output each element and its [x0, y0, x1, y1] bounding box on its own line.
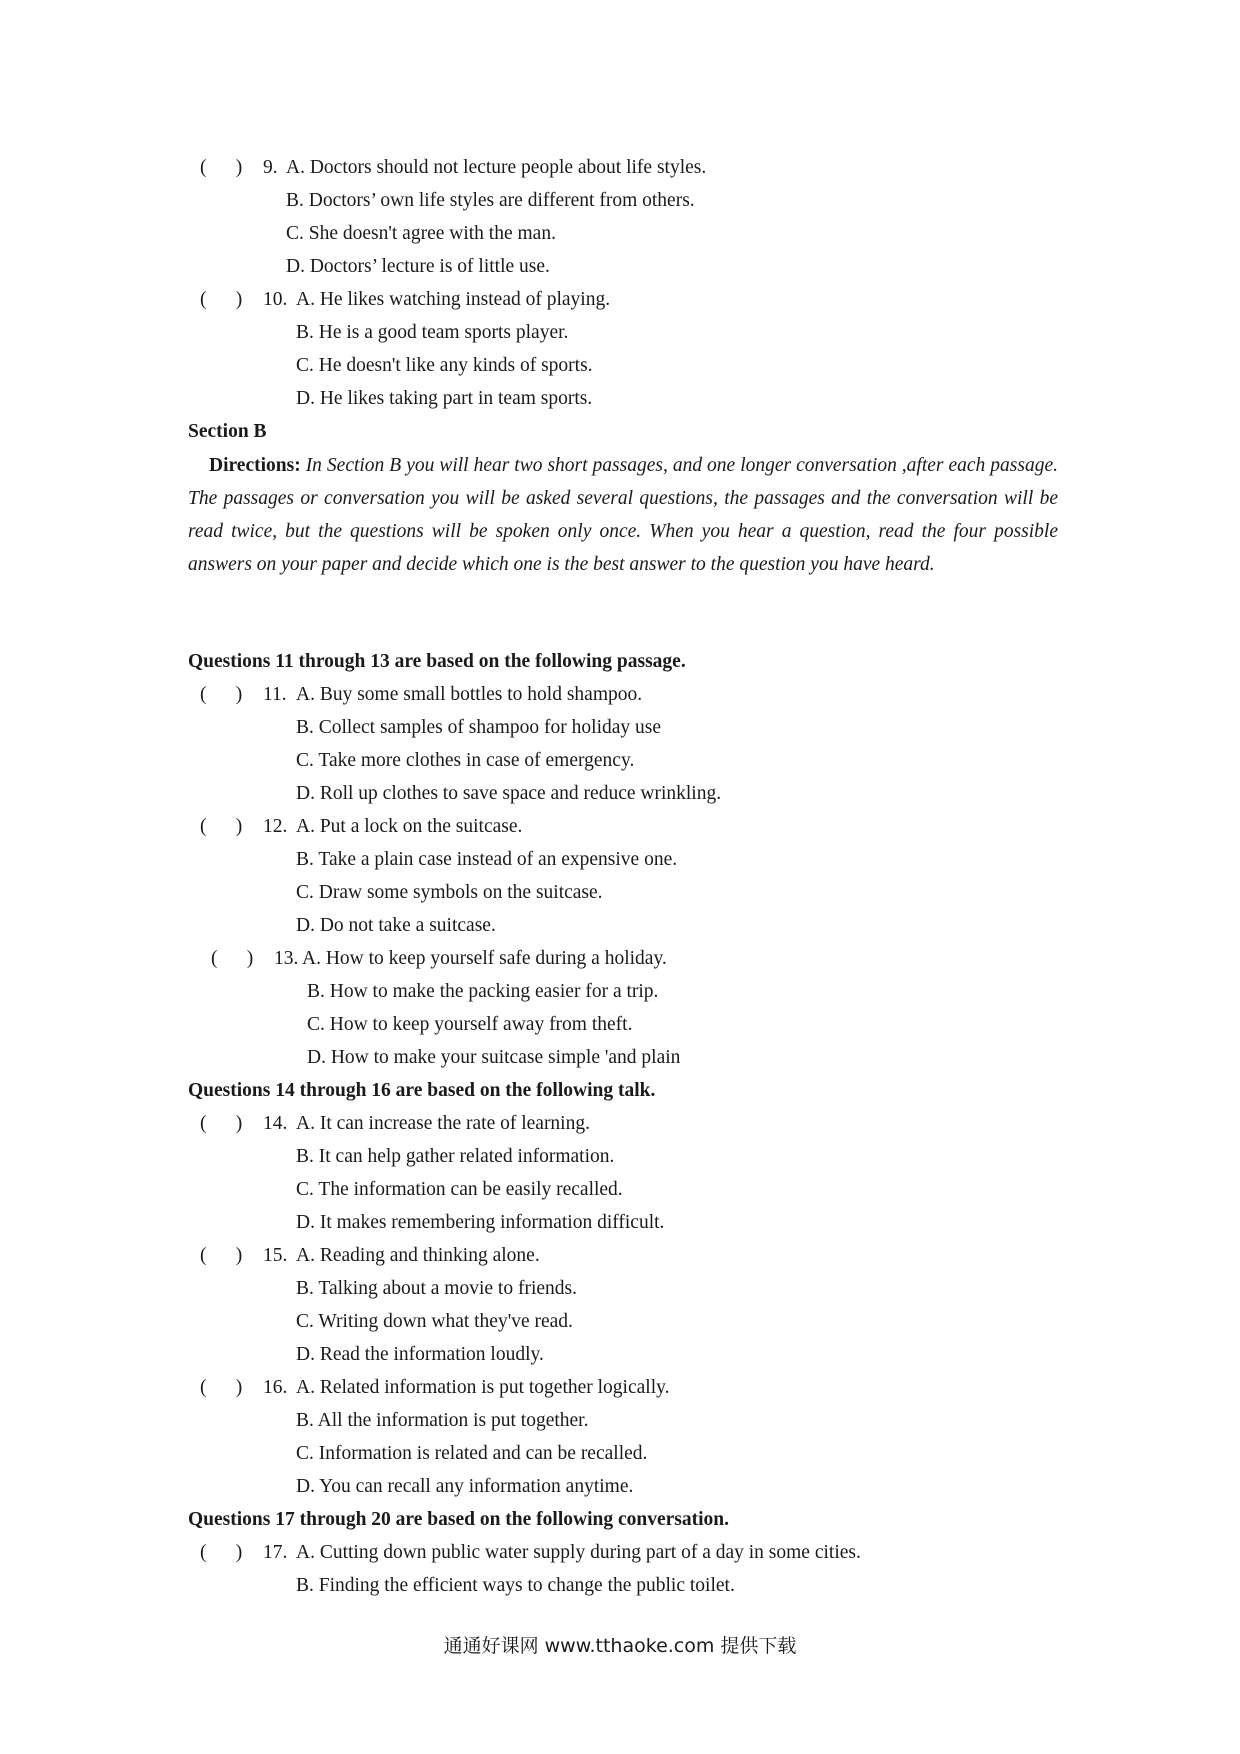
answer-blank[interactable]: ( )	[200, 684, 243, 705]
option-b: B. Doctors’ own life styles are different from others.	[286, 190, 695, 211]
answer-blank[interactable]: ( )	[200, 157, 243, 178]
directions-label: Directions:	[209, 455, 301, 476]
option-b: B. Take a plain case instead of an expensive one.	[296, 849, 678, 870]
option-a: A. Put a lock on the suitcase.	[296, 816, 523, 837]
group-heading: Questions 17 through 20 are based on the following conversation.	[188, 1509, 729, 1530]
option-b: B. It can help gather related information.	[296, 1146, 615, 1167]
question-number: 13.	[274, 948, 299, 969]
answer-blank[interactable]: ( )	[200, 1377, 243, 1398]
option-b: B. How to make the packing easier for a trip.	[307, 981, 659, 1002]
option-b: B. He is a good team sports player.	[296, 322, 569, 343]
option-c: C. The information can be easily recalled.	[296, 1179, 623, 1200]
question-number: 12.	[263, 816, 288, 837]
footer-credit: 通通好课网 www.tthaoke.com 提供下载	[443, 1635, 797, 1657]
answer-blank[interactable]: ( )	[211, 948, 254, 969]
option-c: C. Information is related and can be recalled.	[296, 1443, 648, 1464]
option-c: C. She doesn't agree with the man.	[286, 223, 556, 244]
question-number: 15.	[263, 1245, 288, 1266]
option-b: B. All the information is put together.	[296, 1410, 589, 1431]
option-c: C. He doesn't like any kinds of sports.	[296, 355, 593, 376]
option-d: D. You can recall any information anytime.	[296, 1476, 634, 1497]
option-d: D. Do not take a suitcase.	[296, 915, 496, 936]
option-c: C. Take more clothes in case of emergency.	[296, 750, 635, 771]
option-c: C. Writing down what they've read.	[296, 1311, 573, 1332]
directions	[188, 449, 1058, 581]
group-heading: Questions 11 through 13 are based on the following passage.	[188, 651, 686, 672]
answer-blank[interactable]: ( )	[200, 1245, 243, 1266]
question-number: 9.	[263, 157, 278, 178]
option-a: A. Related information is put together logically.	[296, 1377, 670, 1398]
option-a: A. How to keep yourself safe during a holiday.	[302, 948, 667, 969]
answer-blank[interactable]: ( )	[200, 1113, 243, 1134]
option-d: D. Roll up clothes to save space and reduce wrinkling.	[296, 783, 722, 804]
question-number: 16.	[263, 1377, 288, 1398]
option-d: D. It makes remembering information difficult.	[296, 1212, 665, 1233]
option-d: D. He likes taking part in team sports.	[296, 388, 593, 409]
option-d: D. How to make your suitcase simple 'and plain	[307, 1047, 681, 1068]
option-b: B. Talking about a movie to friends.	[296, 1278, 577, 1299]
option-d: D. Read the information loudly.	[296, 1344, 544, 1365]
question-number: 11.	[263, 684, 287, 705]
option-c: C. Draw some symbols on the suitcase.	[296, 882, 603, 903]
answer-blank[interactable]: ( )	[200, 816, 243, 837]
question-number: 17.	[263, 1542, 288, 1563]
option-c: C. How to keep yourself away from theft.	[307, 1014, 633, 1035]
option-a: A. He likes watching instead of playing.	[296, 289, 611, 310]
option-a: A. Buy some small bottles to hold shampoo.	[296, 684, 643, 705]
option-a: A. Reading and thinking alone.	[296, 1245, 540, 1266]
option-b: B. Collect samples of shampoo for holiday use	[296, 717, 662, 738]
question-number: 10.	[263, 289, 288, 310]
directions-text: In Section B you will hear two short passages, and one longer conversation ,after each passage. The passages or conversation you will be asked several questions, the passages and the conversation will be read twice, but the questions will be spoken only once. When you hear a question, read the four possible answers on your paper and decide which one is the best answer to the question you have heard.	[188, 455, 1058, 575]
option-a: A. Cutting down public water supply during part of a day in some cities.	[296, 1542, 861, 1563]
option-a: A. Doctors should not lecture people about life styles.	[286, 157, 707, 178]
section-title: Section B	[188, 421, 267, 442]
option-a: A. It can increase the rate of learning.	[296, 1113, 590, 1134]
answer-blank[interactable]: ( )	[200, 289, 243, 310]
group-heading: Questions 14 through 16 are based on the following talk.	[188, 1080, 656, 1101]
option-b: B. Finding the efficient ways to change the public toilet.	[296, 1575, 735, 1596]
option-d: D. Doctors’ lecture is of little use.	[286, 256, 550, 277]
question-number: 14.	[263, 1113, 288, 1134]
answer-blank[interactable]: ( )	[200, 1542, 243, 1563]
